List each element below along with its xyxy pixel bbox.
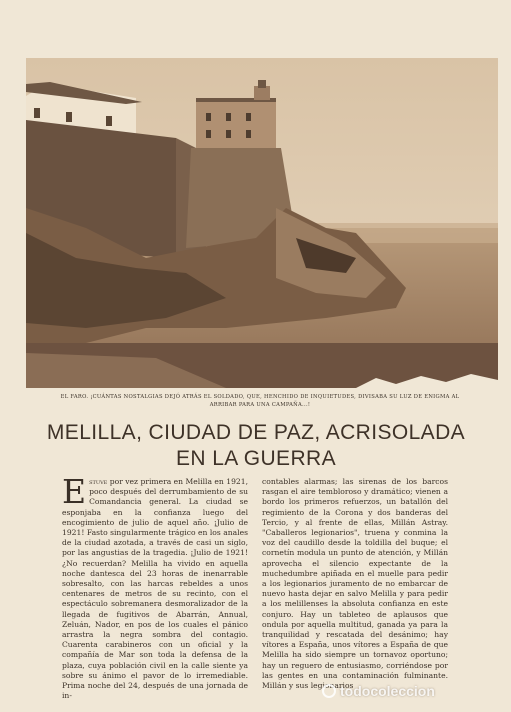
column-2-text: contables alarmas; las sirenas de los barcos rasgan el aire tembloroso y dramático; vienen a bordo los primeros refuerzos, un batallón del regimiento de la Corona y dos banderas del Tercio, y al frente de ellas, Millán Astray. "Caballeros legionarios", truena y conmina la voz del caudillo desde la toldilla del buque; el cornetín modula un punto de atención, y Millán aprovecha el silencio expectante de la muchedumbre apiñada en el muelle para pedir a los legionarios juramento de no embarcar de nuevo hasta dejar en salvo Melilla y para pedir a los melillenses la absoluta confianza en este conjuro. Hay un tableteo de aplausos que ondula por aquella multitud, ganada ya para la tranquilidad y rescatada del desánimo; hay vítores a España, unos vítores a España de que Melilla ha sido siempre un tornavoz oportuno; hay un reguero de entusiasmo, corriéndose por las gentes en una contaminación fulminante. Millán y sus legionarios (262, 477, 448, 691)
lead-word: stuve (89, 477, 108, 486)
photo-illustration (26, 58, 498, 388)
article-title: MELILLA, CIUDAD DE PAZ, ACRISOLADA EN LA GUERRA (46, 421, 466, 470)
watermark-logo-icon (322, 684, 336, 698)
photo-caption: EL FARO. ¡CUÁNTAS NOSTALGIAS DEJÓ ATRÁS EL SOLDADO, QUE, HENCHIDO DE INQUIETUDES, DIVISABA SU LUZ DE ENIGMA AL ARRIBAR PARA UNA CAMPAÑA...! (60, 394, 460, 408)
watermark (322, 683, 502, 699)
drop-cap: E (62, 477, 87, 511)
column-1-text: por vez primera en Melilla en 1921, poco después del derrumbamiento de su Comandancia general. La ciudad se esponjaba en la confianza luego del encogimiento de julio de aquel año. ¡Julio de 1921! Fasto singularmente trágico en los anales de la ciudad azotada, a través de casi un siglo, por las angustias de la tragedia. ¡Julio de 1921! ¿No recuerdan? Melilla ha vivido en aquella noche dantesca del 23 horas de inenarrable sobresalto, con las harcas rebeldes a unos centenares de metros de su recinto, con el espectáculo sobremanera desmoralizador de la llegada de fugitivos de Abarrán, Annual, Zeluán, Nador, en pos de los cuales el pánico arrastra la negra sombra del contagio. Cuarenta carabineros con un oficial y la compañía de Mar son toda la defensa de la plaza, cuya población civil en la calle siente ya sobre su ánimo el pavor de lo irremediable. Prima noche del 24, después de una jornada de in- (62, 477, 248, 701)
article-column-2 (262, 477, 448, 707)
watermark-text: todocoleccion (340, 683, 435, 699)
article-column-1 (62, 477, 248, 707)
article-body (62, 477, 448, 707)
lighthouse-photo (26, 58, 498, 388)
